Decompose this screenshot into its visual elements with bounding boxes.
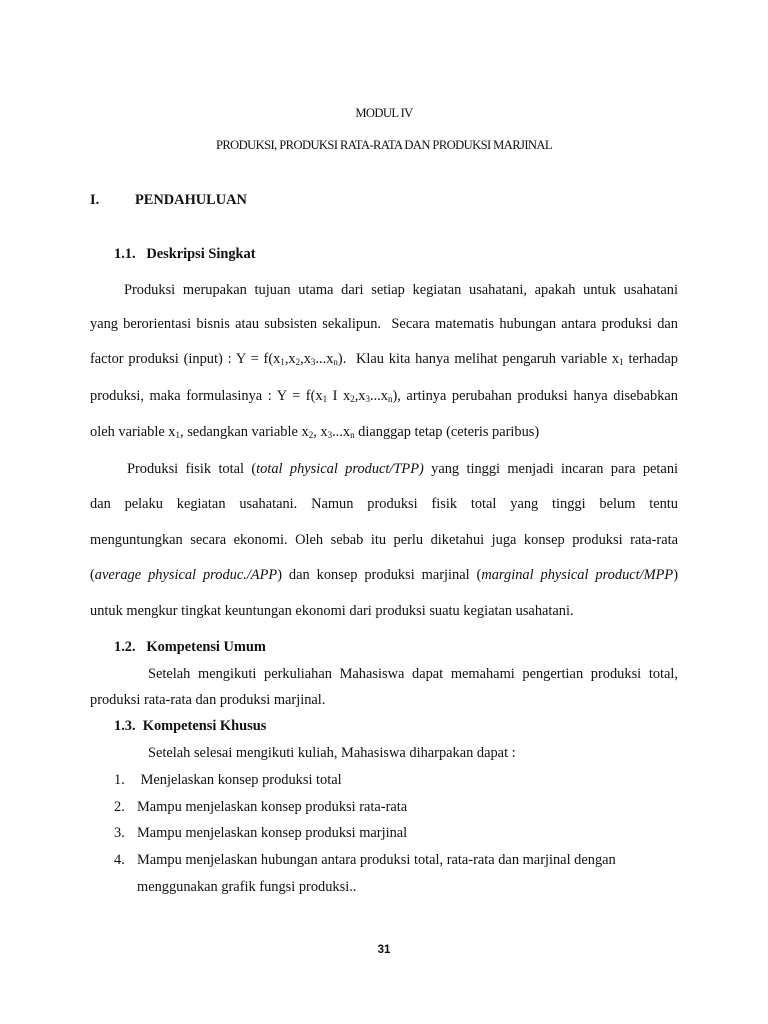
list-item: Mampu menjelaskan konsep produksi marjinal [137, 825, 408, 841]
list-item: Mampu menjelaskan hubungan antara produksi total, rata-rata dan marjinal dengan [137, 852, 616, 868]
list-number: 2. [114, 799, 125, 815]
paragraph-line: dan pelaku kegiatan usahatani. Namun produksi fisik total yang tinggi belum tentu [90, 496, 678, 512]
paragraph-line: produksi, maka formulasinya : $Y = f(x_1$ I $x_2,x_3...x_n$), artinya perubahan produksi hanya disebabkan [90, 388, 678, 404]
paragraph-line: untuk mengkur tingkat keuntungan ekonomi dari produksi suatu kegiatan usahatani. [90, 603, 574, 619]
list-item: Mampu menjelaskan konsep produksi rata-rata [137, 799, 408, 815]
paragraph-line: yang berorientasi bisnis atau subsisten sekalipun. Secara matematis hubungan antara produksi dan [90, 316, 678, 332]
subsection-heading-1-2: 1.2. Kompetensi Umum [114, 639, 266, 655]
paragraph-line: Setelah selesai mengikuti kuliah, Mahasiswa diharpakan dapat : [148, 745, 516, 761]
paragraph-line: Produksi merupakan tujuan utama dari setiap kegiatan usahatani, apakah untuk usahatani [124, 282, 678, 298]
list-item-continuation: menggunakan grafik fungsi produksi.. [137, 879, 357, 895]
module-title: PRODUKSI, PRODUKSI RATA-RATA DAN PRODUKSI MARJINAL [215, 138, 553, 152]
section-number: I. [90, 192, 100, 208]
list-number: 1. [114, 772, 125, 788]
list-item: Menjelaskan konsep produksi total [137, 772, 342, 788]
paragraph-line: Setelah mengikuti perkuliahan Mahasiswa dapat memahami pengertian produksi total, [148, 666, 678, 682]
module-label: MODUL IV [355, 106, 413, 120]
list-number: 3. [114, 825, 125, 841]
subsection-heading-1-3: 1.3. Kompetensi Khusus [114, 718, 267, 734]
paragraph-line: menguntungkan secara ekonomi. Oleh sebab itu perlu diketahui juga konsep produksi rata-rata [90, 532, 678, 548]
section-heading: PENDAHULUAN [135, 192, 247, 208]
page-number: 31 [377, 944, 391, 956]
paragraph-line: factor produksi (input) : $Y = f(x_1,x_2,x_3...x_n)$. Klau kita hanya melihat pengaruh variable $x_1$ terhadap [90, 351, 678, 367]
paragraph-line: (average physical produc./APP) dan konsep produksi marjinal (marginal physical product/MPP) [90, 567, 679, 583]
paragraph-line: oleh variable $x_1$, sedangkan variable $x_2$, $x_3...x_n$ dianggap tetap (ceteris paribus) [90, 424, 540, 440]
list-number: 4. [114, 852, 125, 868]
paragraph-line: produksi rata-rata dan produksi marjinal. [90, 692, 326, 708]
paragraph-line: Produksi fisik total (total physical product/TPP) yang tinggi menjadi incaran para petani [127, 461, 679, 477]
subsection-heading-1-1: 1.1. Deskripsi Singkat [114, 246, 256, 262]
